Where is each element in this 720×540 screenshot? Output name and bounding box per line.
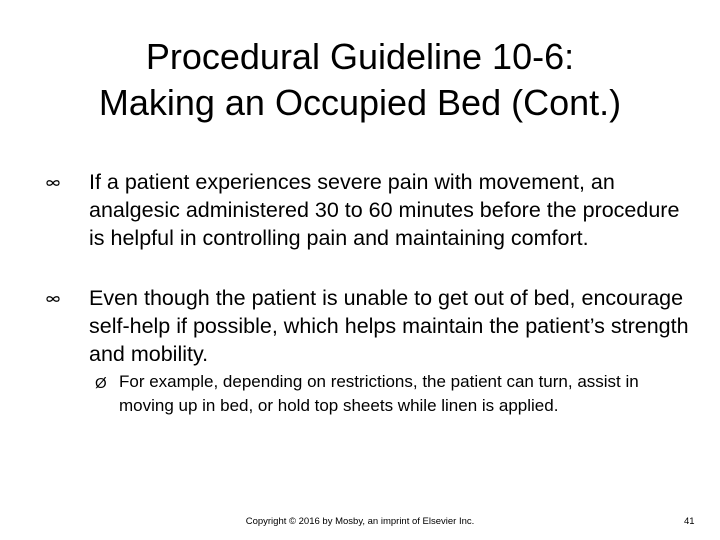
- bullet-text: Even though the patient is unable to get out of bed, encourage self-help if possible, which helps maintain the patient’s strength and mobility.: [89, 286, 689, 366]
- infinity-bullet-icon: [45, 175, 61, 191]
- title-line-1: Procedural Guideline 10-6:: [145, 36, 575, 77]
- page-number: 41: [684, 516, 695, 527]
- arrow-bullet-icon: Ø: [95, 375, 107, 392]
- slide-title: [0, 34, 720, 126]
- infinity-bullet-icon: [45, 291, 61, 307]
- sub-bullet-text: For example, depending on restrictions, the patient can turn, assist in moving up in bed, or hold top sheets while linen is applied.: [119, 372, 639, 415]
- title-line-2: Making an Occupied Bed (Cont.): [98, 82, 622, 123]
- bullet-text: If a patient experiences severe pain with movement, an analgesic administered 30 to 60 minutes before the procedure is helpful in controlling pain and maintaining comfort.: [89, 170, 680, 250]
- copyright-notice: Copyright © 2016 by Mosby, an imprint of Elsevier Inc.: [245, 516, 475, 527]
